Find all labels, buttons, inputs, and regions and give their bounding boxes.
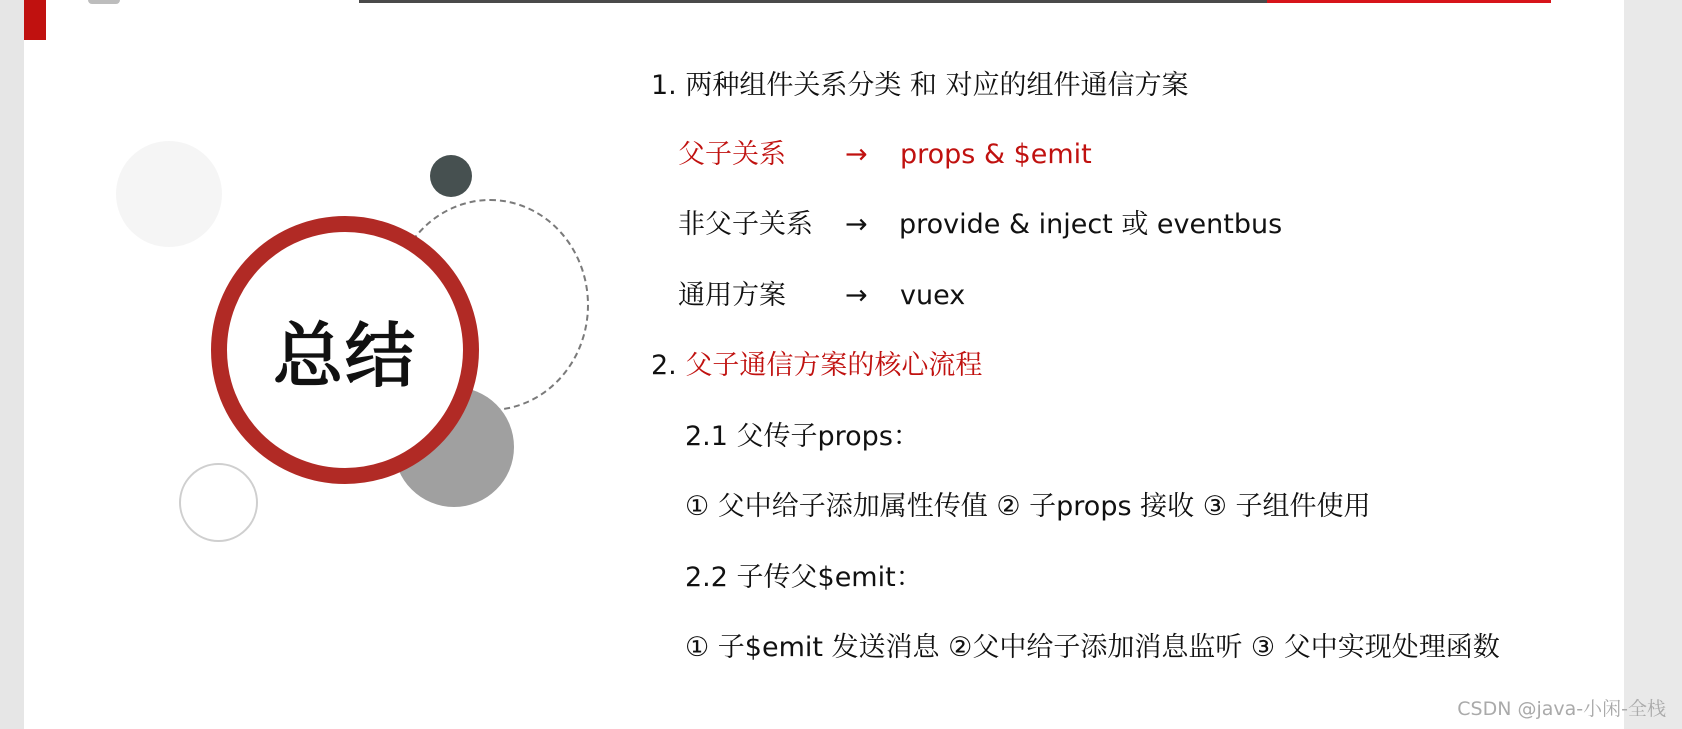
top-divider-gray <box>359 0 1267 3</box>
arrow-icon: → <box>845 280 868 311</box>
row-general <box>678 282 1438 312</box>
top-divider-red <box>1267 0 1551 3</box>
decor-circle-light <box>116 141 222 247</box>
red-corner-decoration <box>24 0 46 40</box>
sub2-steps: ① 子$emit 发送消息 ②父中给子添加消息监听 ③ 父中实现处理函数 <box>685 632 1500 663</box>
decor-circle-dark <box>430 155 472 197</box>
row-relation: 非父子关系 <box>678 209 813 240</box>
item2-number: 2. <box>651 350 677 381</box>
item1-heading: 1. 两种组件关系分类 和 对应的组件通信方案 <box>651 70 1189 101</box>
row-relation: 父子关系 <box>678 139 786 170</box>
sub2-title: 2.2 子传父$emit： <box>685 562 923 593</box>
row-solution: props & $emit <box>900 139 1092 170</box>
arrow-icon: → <box>845 209 868 240</box>
decor-circle-outline <box>179 463 258 542</box>
sub1-title: 2.1 父传子props： <box>685 421 920 452</box>
item2-heading <box>651 352 982 379</box>
arrow-icon: → <box>845 139 868 170</box>
title-ring <box>211 216 479 484</box>
sub1-steps: ① 父中给子添加属性传值 ② 子props 接收 ③ 子组件使用 <box>685 491 1371 522</box>
watermark: CSDN @java-小闲-全栈 <box>1457 698 1666 720</box>
row-parent-child <box>678 141 1438 171</box>
row-solution: provide & inject 或 eventbus <box>899 209 1283 240</box>
logo-mark <box>88 0 120 4</box>
slide-title: 总结 <box>273 314 417 397</box>
row-solution: vuex <box>900 280 966 311</box>
window-gutter <box>1624 0 1682 729</box>
row-relation: 通用方案 <box>678 280 786 311</box>
item2-title: 父子通信方案的核心流程 <box>685 350 983 381</box>
row-non-parent-child <box>678 211 1438 241</box>
